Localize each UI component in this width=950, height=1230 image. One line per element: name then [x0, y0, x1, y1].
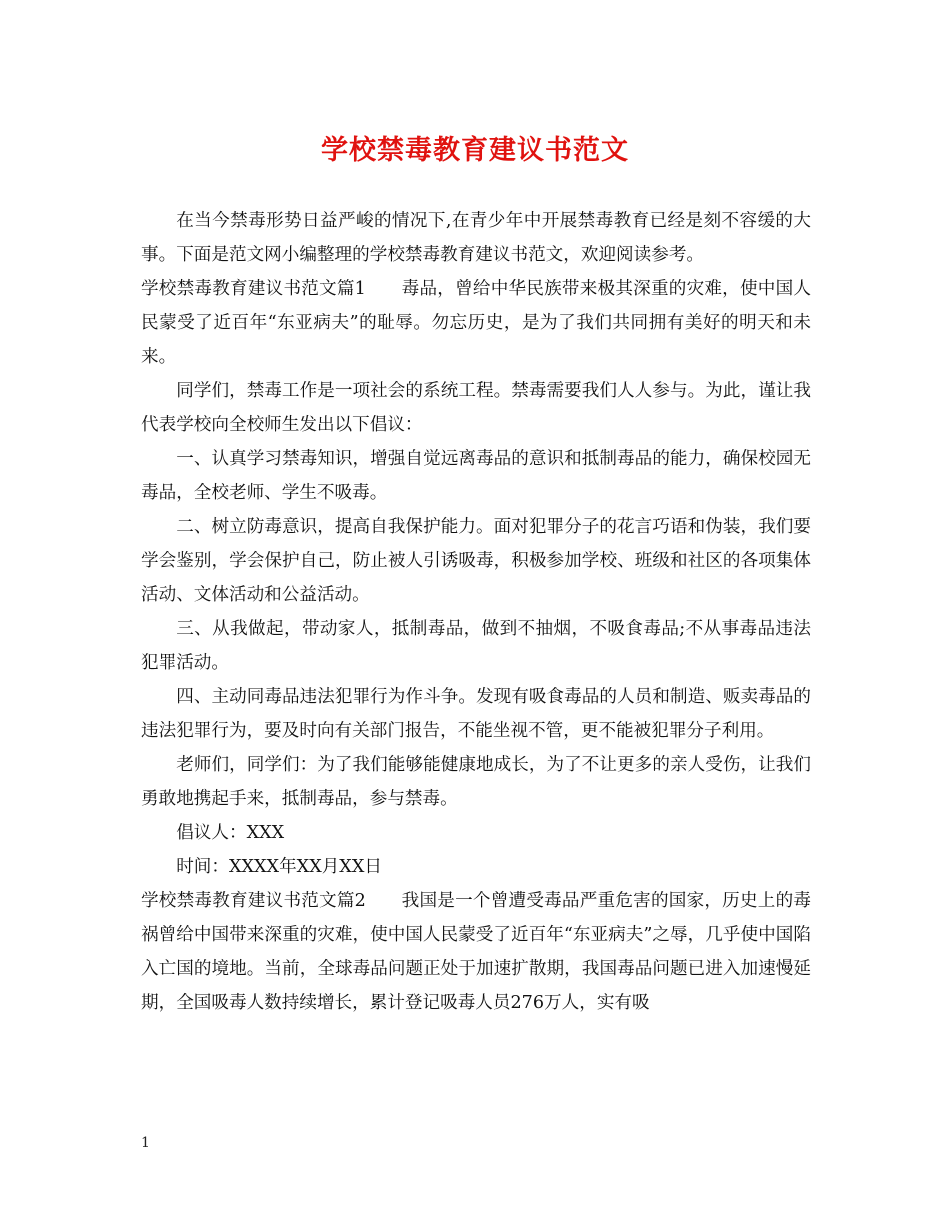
page-number: 1	[141, 1135, 150, 1151]
paragraph: 三、从我做起，带动家人，抵制毒品，做到不抽烟，不吸食毒品;不从事毒品违法犯罪活动。	[141, 619, 811, 673]
paragraph: 二、树立防毒意识，提高自我保护能力。面对犯罪分子的花言巧语和伪装，我们要学会鉴别，学会保护自己，防止被人引诱吸毒，积极参加学校、班级和社区的各项集体活动、文体活动和公益活动。	[141, 517, 811, 605]
paragraph: 学校禁毒教育建议书范文篇1 毒品，曾给中华民族带来极其深重的灾难，使中国人民蒙受了近百年“东亚病夫”的耻辱。勿忘历史，是为了我们共同拥有美好的明天和未来。	[141, 279, 811, 367]
date-line: 时间：XXXX年XX月XX日	[176, 857, 382, 877]
signature-line: 倡议人：XXX	[176, 823, 285, 843]
paragraph: 学校禁毒教育建议书范文篇2 我国是一个曾遭受毒品严重危害的国家，历史上的毒祸曾给中国带来深重的灾难，使中国人民蒙受了近百年“东亚病夫”之辱，几乎使中国陷入亡国的境地。当前，全球毒品问题正处于加速扩散期，我国毒品问题已进入加速慢延期，全国吸毒人数持续增长，累计登记吸毒人员276万人，实有吸	[141, 891, 811, 1013]
paragraph: 一、认真学习禁毒知识，增强自觉远离毒品的意识和抵制毒品的能力，确保校园无毒品，全校老师、学生不吸毒。	[141, 449, 811, 503]
document-title: 学校禁毒教育建议书范文	[321, 135, 629, 166]
document-body	[141, 204, 811, 1020]
paragraph: 在当今禁毒形势日益严峻的情况下,在青少年中开展禁毒教育已经是刻不容缓的大事。下面是范文网小编整理的学校禁毒教育建议书范文，欢迎阅读参考。	[141, 211, 811, 265]
paragraph: 同学们，禁毒工作是一项社会的系统工程。禁毒需要我们人人参与。为此，谨让我代表学校向全校师生发出以下倡议：	[141, 381, 811, 435]
paragraph: 老师们，同学们：为了我们能够能健康地成长，为了不让更多的亲人受伤，让我们勇敢地携起手来，抵制毒品，参与禁毒。	[141, 755, 811, 809]
paragraph: 四、主动同毒品违法犯罪行为作斗争。发现有吸食毒品的人员和制造、贩卖毒品的违法犯罪行为，要及时向有关部门报告，不能坐视不管，更不能被犯罪分子利用。	[141, 687, 811, 741]
